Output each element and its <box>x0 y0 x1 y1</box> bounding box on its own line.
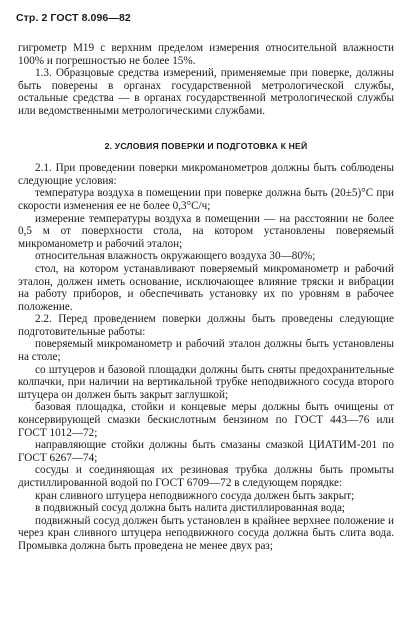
paragraph-1-3: 1.3. Образцовые средства измерений, применяемые при поверке, должны быть поверены в органах государственной метрологической службы, остальные средства — в органах государственной метрологической службы или ведомственными метрологическими службами. <box>18 67 394 117</box>
prep-rinsing: сосуды и соединяющая их резиновая трубка должны быть промыты дистиллированной водой по ГОСТ 6709—72 в следующем порядке: <box>18 464 394 489</box>
condition-table: стол, на котором устанавливают поверяемый микроманометр и рабочий эталон, должен иметь основание, исключающее влияние тряски и вибрации на работу приборов, и обеспечивать установку их по уровням в рабочее положение. <box>18 262 394 313</box>
condition-humidity: относительная влажность окружающего воздуха 30—80%; <box>35 250 316 263</box>
section-title: 2. УСЛОВИЯ ПОВЕРКИ И ПОДГОТОВКА К НЕЙ <box>104 140 308 151</box>
rinse-step-tap: кран сливного штуцера неподвижного сосуда должен быть закрыт; <box>35 489 355 502</box>
rinse-step-fill: в подвижный сосуд должна быть налита дистиллированная вода; <box>35 502 346 515</box>
rinse-step-drain: подвижный сосуд должен быть установлен в крайнее верхнее положение и через кран сливного штуцера неподвижного сосуда должна быть слита вода. Промывка должна быть проведена не менее двух раз; <box>18 514 394 552</box>
prep-cleaning: базовая площадка, стойки и концевые меры должны быть очищены от консервирующей смазки бескислотным бензином по ГОСТ 443—76 или ГОСТ 1012—72; <box>18 401 394 439</box>
prep-install: поверяемый микроманометр и рабочий эталон должны быть установлены на столе; <box>18 338 394 364</box>
page-header: Стр. 2 ГОСТ 8.096—82 <box>16 12 131 24</box>
prep-caps: со штуцеров и базовой площадки должны быть сняты предохранительные колпачки, при наличии на вертикальной трубке неподвижного сосуда второго штуцера он должен быть закрыт заглушкой; <box>18 363 394 401</box>
paragraph-1-2-tail: гигрометр М19 с верхним пределом измерения относительной влажности 100% и погрешностью не более 15%. <box>18 42 394 67</box>
prep-lubrication: направляющие стойки должны быть смазаны смазкой ЦИАТИМ-201 по ГОСТ 6267—74; <box>18 439 394 464</box>
paragraph-2-2: 2.2. Перед проведением поверки должны быть проведены следующие подготовительные работы: <box>18 313 394 338</box>
document-body <box>18 42 394 553</box>
condition-measurement: измерение температуры воздуха в помещении — на расстоянии не более 0,5 м от поверхности стола, на котором установлены поверяемый микроманометр и рабочий эталон; <box>18 212 394 250</box>
condition-temperature: температура воздуха в помещении при поверке должна быть (20±5)°С при скорости изменения ее не более 0,3°С/ч; <box>18 187 394 212</box>
paragraph-2-1: 2.1. При проведении поверки микроманометров должны быть соблюдены следующие условия: <box>18 162 394 187</box>
